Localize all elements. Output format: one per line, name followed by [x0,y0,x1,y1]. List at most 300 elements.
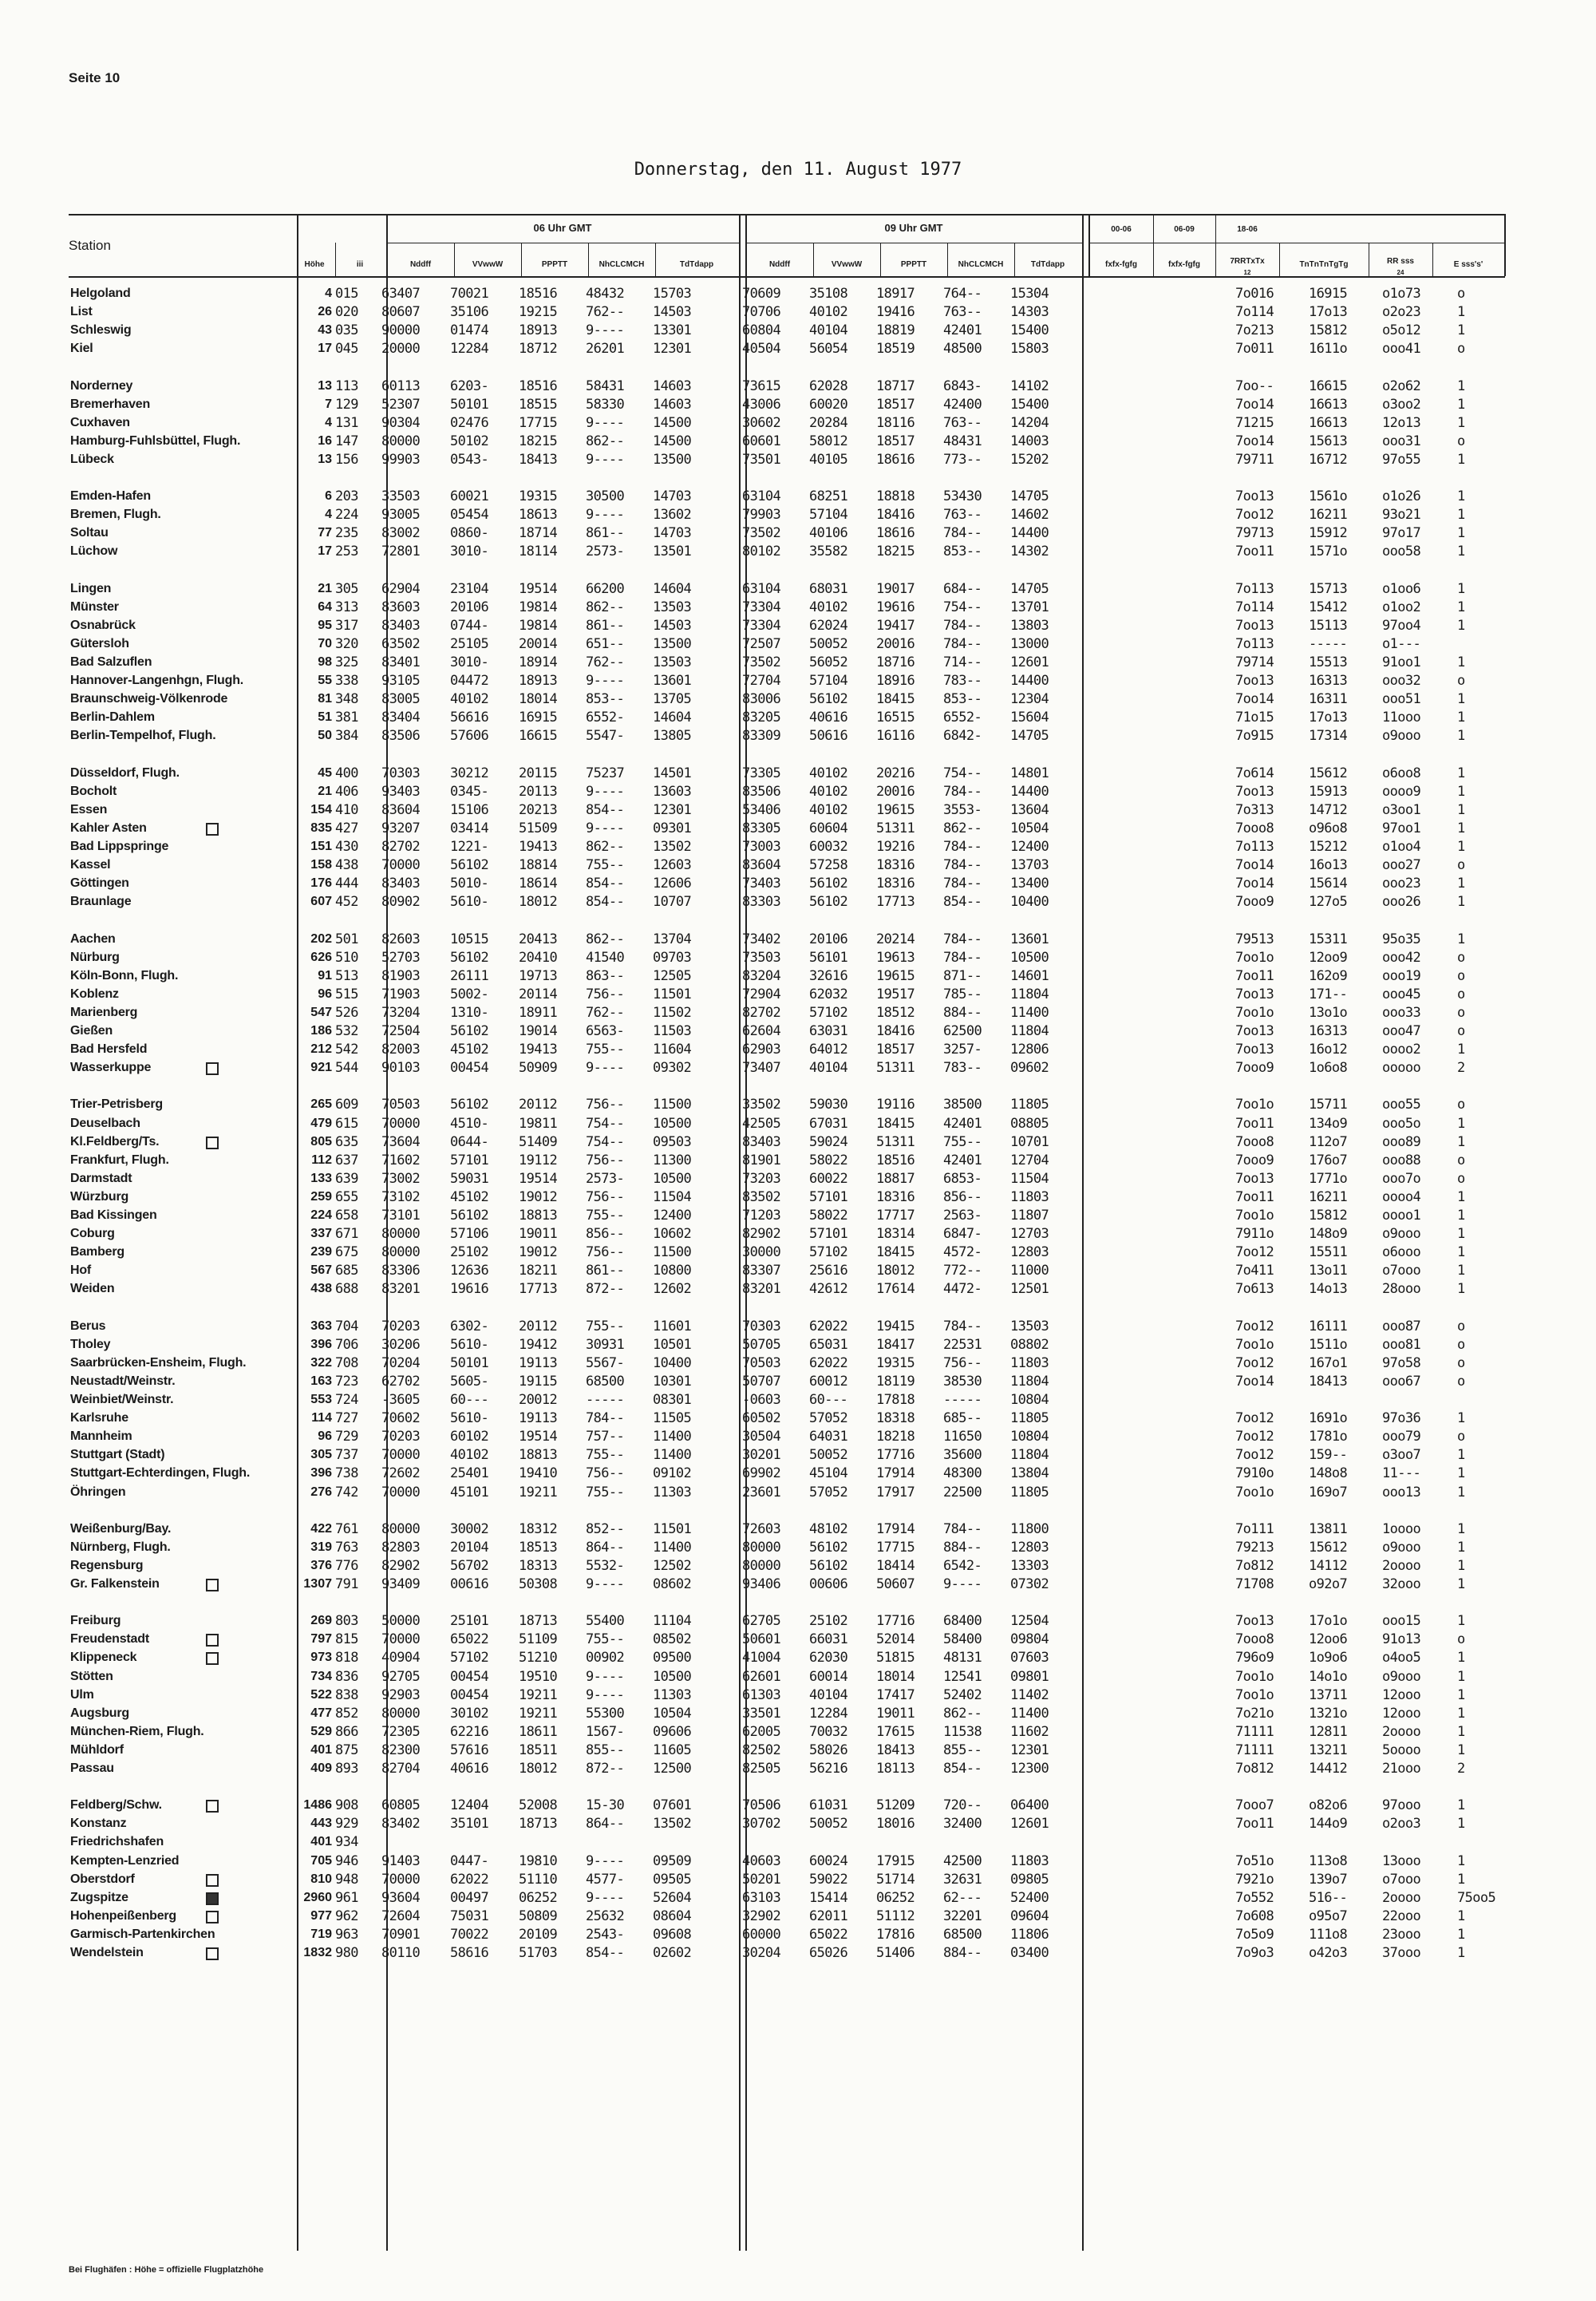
cell-k: 12703 [1010,1226,1049,1243]
cell-b: 12404 [450,1797,489,1814]
cell-k: 13400 [1010,876,1049,892]
cell-f: 83303 [742,894,781,911]
cell-m: 7oo1o [1235,949,1274,966]
cell-j: 32631 [943,1871,982,1888]
cell-i: 18318 [876,1410,915,1427]
cell-iii: 253 [335,544,358,560]
cell-e: 14604 [653,580,692,597]
grid-line [1432,243,1433,276]
cell-d: 861-- [586,617,625,634]
cell-j: 68500 [943,1926,982,1943]
cell-c: 19811 [519,1115,558,1132]
cell-n: 12oo6 [1309,1631,1348,1648]
cell-n: 14o1o [1309,1668,1348,1685]
cell-i: 18016 [876,1816,915,1832]
cell-d: 58330 [586,396,625,413]
station-name: Weinbiet/Weinstr. [70,1393,174,1406]
cell-n: 1571o [1309,544,1348,560]
cell-p: o [1457,1631,1465,1648]
cell-n: 1691o [1309,1410,1348,1427]
cell-o: 95o35 [1382,931,1421,947]
cell-o: ooo51 [1382,691,1421,708]
cell-f: 73502 [742,525,781,542]
station-name: Köln-Bonn, Flugh. [70,968,179,982]
table-row [0,1650,1596,1666]
cell-j: 48300 [943,1465,982,1482]
cell-f: 40603 [742,1852,781,1869]
cell-b: 56102 [450,949,489,966]
station-height: 45 [318,765,332,780]
cell-n: 113o8 [1309,1852,1348,1869]
cell-d: 863-- [586,967,625,984]
cell-f: 60000 [742,1926,781,1943]
cell-c: 18611 [519,1723,558,1740]
station-height: 81 [318,692,332,706]
cell-m: 7ooo9 [1235,1060,1274,1077]
cell-m: 7oo14 [1235,433,1274,449]
table-row [0,1485,1596,1500]
cell-g: 66031 [809,1631,848,1648]
table-row [0,1631,1596,1647]
cell-g: 70032 [809,1723,848,1740]
cell-o: 97o55 [1382,451,1421,468]
table-row [0,1042,1596,1058]
cell-o: o1o73 [1382,286,1421,302]
cell-a: 93105 [381,673,421,690]
cell-f: 50705 [742,1336,781,1353]
cell-g: 62022 [809,1354,848,1371]
cell-e: 08604 [653,1908,692,1924]
cell-e: 10500 [653,1668,692,1685]
table-row [0,397,1596,413]
cell-b: 60102 [450,1429,489,1445]
station-height: 805 [310,1134,332,1149]
cell-n: 18413 [1309,1373,1348,1390]
station-name: Bremerhaven [70,397,151,411]
cell-iii: 704 [335,1318,358,1334]
cell-a: 72305 [381,1723,421,1740]
cell-iii: 544 [335,1060,358,1077]
cell-g: 56102 [809,876,848,892]
cell-j: 32400 [943,1816,982,1832]
cell-b: 5610- [450,1410,489,1427]
cell-p: 1 [1457,894,1465,911]
station-height: 64 [318,599,332,614]
cell-j: 42401 [943,1152,982,1168]
cell-b: 03414 [450,820,489,836]
cell-b: 04472 [450,673,489,690]
cell-i: 19017 [876,580,915,597]
cell-k: 08802 [1010,1336,1049,1353]
cell-o: ooo67 [1382,1373,1421,1390]
cell-m: 7oo13 [1235,1170,1274,1187]
cell-c: 17715 [519,414,558,431]
cell-p: o [1457,1097,1465,1113]
cell-f: 61303 [742,1686,781,1703]
cell-a: 63407 [381,286,421,302]
cell-o: o2o23 [1382,304,1421,321]
cell-iii: 946 [335,1852,358,1869]
cell-g: 56102 [809,1557,848,1574]
cell-i: 18014 [876,1668,915,1685]
cell-e: 09500 [653,1650,692,1666]
cell-k: 11602 [1010,1723,1049,1740]
cell-c: 18714 [519,525,558,542]
station-name: Konstanz [70,1817,127,1831]
cell-iii: 384 [335,728,358,745]
cell-m: 7o552 [1235,1889,1274,1906]
cell-k: 11805 [1010,1410,1049,1427]
cell-k: 11402 [1010,1686,1049,1703]
station-name: Bad Lippspringe [70,840,169,853]
station-height: 158 [310,858,332,872]
table-row [0,1742,1596,1758]
cell-iii: 020 [335,304,358,321]
cell-e: 14603 [653,378,692,394]
table-row [0,1226,1596,1242]
cell-p: 2 [1457,1761,1465,1777]
cell-c: 18312 [519,1520,558,1537]
station-height: 6 [325,489,332,504]
cell-k: 11803 [1010,1354,1049,1371]
table-row [0,1171,1596,1187]
cell-b: 3010- [450,654,489,670]
cell-b: 50102 [450,433,489,449]
cell-f: 50601 [742,1631,781,1648]
cell-p: 1 [1457,1926,1465,1943]
cell-k: 11400 [1010,1004,1049,1021]
cell-j: 9---- [943,1576,982,1592]
cell-iii: 658 [335,1208,358,1224]
col-rr-sss: RR sss [1387,257,1414,266]
cell-f: 40504 [742,341,781,358]
cell-d: 9---- [586,1686,625,1703]
cell-iii: 637 [335,1152,358,1168]
station-name: Kassel [70,858,111,872]
cell-e: 13603 [653,783,692,800]
cell-b: 0860- [450,525,489,542]
cell-d: 854-- [586,876,625,892]
cell-f: 83205 [742,710,781,726]
station-name: Feldberg/Schw. [70,1798,162,1813]
cell-g: 57102 [809,1004,848,1021]
cell-j: 884-- [943,1004,982,1021]
cell-k: 11804 [1010,1023,1049,1039]
cell-c: 20410 [519,949,558,966]
station-height: 810 [310,1872,332,1886]
cell-b: 20106 [450,599,489,615]
col-06-ppptt: PPPTT [541,260,568,269]
cell-m: 7ooo8 [1235,820,1274,836]
cell-b: 45101 [450,1484,489,1500]
cell-i: 18119 [876,1373,915,1390]
cell-p: o [1457,1318,1465,1334]
cell-o: 2oooo [1382,1557,1421,1574]
cell-g: 40104 [809,322,848,339]
cell-j: 42500 [943,1852,982,1869]
table-row [0,1761,1596,1777]
cell-iii: 615 [335,1115,358,1132]
cell-i: 18717 [876,378,915,394]
cell-iii: 675 [335,1244,358,1261]
cell-p: 1 [1457,1668,1465,1685]
cell-o: o1oo6 [1382,580,1421,597]
cell-d: 9---- [586,1576,625,1592]
cell-e: 14603 [653,396,692,413]
cell-n: 16613 [1309,414,1348,431]
cell-j: 22500 [943,1484,982,1500]
station-height: 43 [318,323,332,338]
table-row [0,341,1596,357]
cell-k: 06400 [1010,1797,1049,1814]
cell-n: 15513 [1309,654,1348,670]
cell-j: 763-- [943,414,982,431]
cell-b: 40102 [450,691,489,708]
cell-d: 862-- [586,839,625,855]
cell-j: 6552- [943,710,982,726]
cell-m: 7oo12 [1235,1354,1274,1371]
cell-m: 7oo12 [1235,1318,1274,1334]
cell-i: 51311 [876,1060,915,1077]
table-row [0,599,1596,615]
station-height: 396 [310,1466,332,1481]
cell-a: 93604 [381,1889,421,1906]
cell-k: 14400 [1010,525,1049,542]
cell-d: 9---- [586,414,625,431]
cell-i: 19615 [876,801,915,818]
cell-iii: 348 [335,691,358,708]
table-row [0,1945,1596,1961]
cell-f: 83305 [742,820,781,836]
cell-a: 72604 [381,1908,421,1924]
cell-e: 14500 [653,414,692,431]
cell-e: 07601 [653,1797,692,1814]
cell-m: 7oo1o [1235,1484,1274,1500]
table-row [0,322,1596,338]
table-row [0,784,1596,800]
cell-i: 51311 [876,820,915,836]
cell-g: 40102 [809,801,848,818]
cell-f: 50707 [742,1373,781,1390]
cell-a: 73102 [381,1188,421,1205]
station-height: 409 [310,1761,332,1775]
cell-k: 14303 [1010,304,1049,321]
cell-d: 856-- [586,1226,625,1243]
cell-b: 59031 [450,1170,489,1187]
cell-e: 11502 [653,1004,692,1021]
table-row [0,1060,1596,1076]
cell-d: 754-- [586,1115,625,1132]
cell-f: 41004 [742,1650,781,1666]
table-row [0,1540,1596,1556]
cell-n: 14412 [1309,1761,1348,1777]
station-name: Neustadt/Weinstr. [70,1374,176,1388]
cell-n: 16313 [1309,1023,1348,1039]
station-name: Emden-Hafen [70,489,151,504]
cell-d: 755-- [586,1631,625,1648]
cell-m: 71o15 [1235,710,1274,726]
cell-n: o42o3 [1309,1945,1348,1961]
cell-a: 70503 [381,1097,421,1113]
cell-e: 12400 [653,1208,692,1224]
cell-e: 09608 [653,1926,692,1943]
cell-k: 14601 [1010,967,1049,984]
cell-e: 12301 [653,801,692,818]
cell-d: 5567- [586,1354,625,1371]
grid-line [1504,214,1506,276]
cell-e: 14604 [653,710,692,726]
station-name: Kahler Asten [70,820,147,835]
cell-j: 4572- [943,1244,982,1261]
cell-j: 52402 [943,1686,982,1703]
station-name: Berus [70,1319,106,1333]
cell-iii: 035 [335,322,358,339]
cell-j: 785-- [943,986,982,1002]
cell-f: 82505 [742,1761,781,1777]
cell-o: ooo19 [1382,967,1421,984]
cell-i: 51406 [876,1945,915,1961]
col-fxfx-1: fxfx-fgfg [1105,260,1137,269]
cell-c: 19412 [519,1336,558,1353]
cell-n: 16615 [1309,378,1348,394]
cell-e: 09505 [653,1871,692,1888]
cell-k: 14003 [1010,433,1049,449]
cell-o: o9ooo [1382,1226,1421,1243]
cell-e: 11605 [653,1742,692,1758]
cell-j: 862-- [943,1705,982,1722]
col-06-nddff: Nddff [409,260,432,269]
cell-b: 10515 [450,931,489,947]
cell-g: 40104 [809,1686,848,1703]
cell-p: o [1457,949,1465,966]
table-row [0,673,1596,689]
cell-d: 9---- [586,1852,625,1869]
cell-i: 20216 [876,765,915,781]
cell-o: ooo79 [1382,1429,1421,1445]
cell-j: 871-- [943,967,982,984]
cell-j: 763-- [943,304,982,321]
cell-c: 18515 [519,396,558,413]
cell-j: 11538 [943,1723,982,1740]
cell-p: 1 [1457,1226,1465,1243]
cell-i: 17614 [876,1281,915,1298]
cell-d: 5547- [586,728,625,745]
cell-p: 1 [1457,820,1465,836]
cell-c: 20109 [519,1926,558,1943]
cell-iii: 738 [335,1465,358,1482]
cell-j: 22531 [943,1336,982,1353]
cell-g: 25616 [809,1263,848,1279]
cell-f: 73305 [742,765,781,781]
table-row [0,1429,1596,1445]
cell-n: 17o13 [1309,304,1348,321]
cell-n: 15311 [1309,931,1348,947]
table-row [0,378,1596,394]
cell-m: 7o313 [1235,801,1274,818]
cell-iii: 803 [335,1613,358,1630]
cell-iii: 131 [335,414,358,431]
station-height: 479 [310,1116,332,1130]
cell-b: 30212 [450,765,489,781]
cell-d: 756-- [586,1097,625,1113]
cell-i: 51112 [876,1908,915,1924]
cell-g: 65026 [809,1945,848,1961]
cell-f: 23601 [742,1484,781,1500]
cell-i: 18415 [876,691,915,708]
cell-k: 12304 [1010,691,1049,708]
station-name: Schleswig [70,323,132,338]
cell-d: 754-- [586,1133,625,1150]
cell-k: 09604 [1010,1908,1049,1924]
cell-k: 15604 [1010,710,1049,726]
cell-p: 1 [1457,414,1465,431]
cell-d: 864-- [586,1816,625,1832]
cell-i: 18516 [876,1152,915,1168]
cell-j: 772-- [943,1263,982,1279]
station-name: Hamburg-Fuhlsbüttel, Flugh. [70,433,241,448]
cell-k: 14705 [1010,728,1049,745]
cell-k: 14801 [1010,765,1049,781]
cell-iii: 723 [335,1373,358,1390]
cell-i: 18416 [876,1023,915,1039]
cell-k: 12704 [1010,1152,1049,1168]
cell-j: 862-- [943,820,982,836]
cell-p: 1 [1457,1133,1465,1150]
cell-b: 70021 [450,286,489,302]
cell-g: 62030 [809,1650,848,1666]
cell-a: 70000 [381,1447,421,1464]
cell-n: 14112 [1309,1557,1348,1574]
cell-f: 83006 [742,691,781,708]
cell-e: 11501 [653,1520,692,1537]
cell-j: 784-- [943,635,982,652]
cell-k: 11805 [1010,1484,1049,1500]
cell-b: 56102 [450,857,489,874]
cell-iii: 852 [335,1705,358,1722]
cell-j: 42401 [943,322,982,339]
cell-p: 1 [1457,1613,1465,1630]
cell-d: 872-- [586,1761,625,1777]
cell-g: 56102 [809,894,848,911]
cell-m: 7oo13 [1235,986,1274,1002]
cell-c: 19315 [519,488,558,505]
cell-n: 167o1 [1309,1354,1348,1371]
cell-k: 11804 [1010,1373,1049,1390]
cell-k: 12601 [1010,1816,1049,1832]
cell-o: ooo15 [1382,1613,1421,1630]
cell-e: 10707 [653,894,692,911]
cell-g: 32616 [809,967,848,984]
cell-g: 20106 [809,931,848,947]
cell-f: 73402 [742,931,781,947]
cell-m: 7o113 [1235,839,1274,855]
cell-o: o5o12 [1382,322,1421,339]
cell-c: 19113 [519,1354,558,1371]
cell-d: 9---- [586,1668,625,1685]
station-height: 21 [318,581,332,595]
cell-j: 853-- [943,691,982,708]
cell-p: 1 [1457,378,1465,394]
cell-iii: 438 [335,857,358,874]
table-row [0,452,1596,468]
cell-d: 784-- [586,1410,625,1427]
cell-f: 62005 [742,1723,781,1740]
cell-f: 83201 [742,1281,781,1298]
cell-j: 6843- [943,378,982,394]
cell-k: 12601 [1010,654,1049,670]
cell-iii: 980 [335,1945,358,1961]
station-height: 305 [310,1448,332,1462]
